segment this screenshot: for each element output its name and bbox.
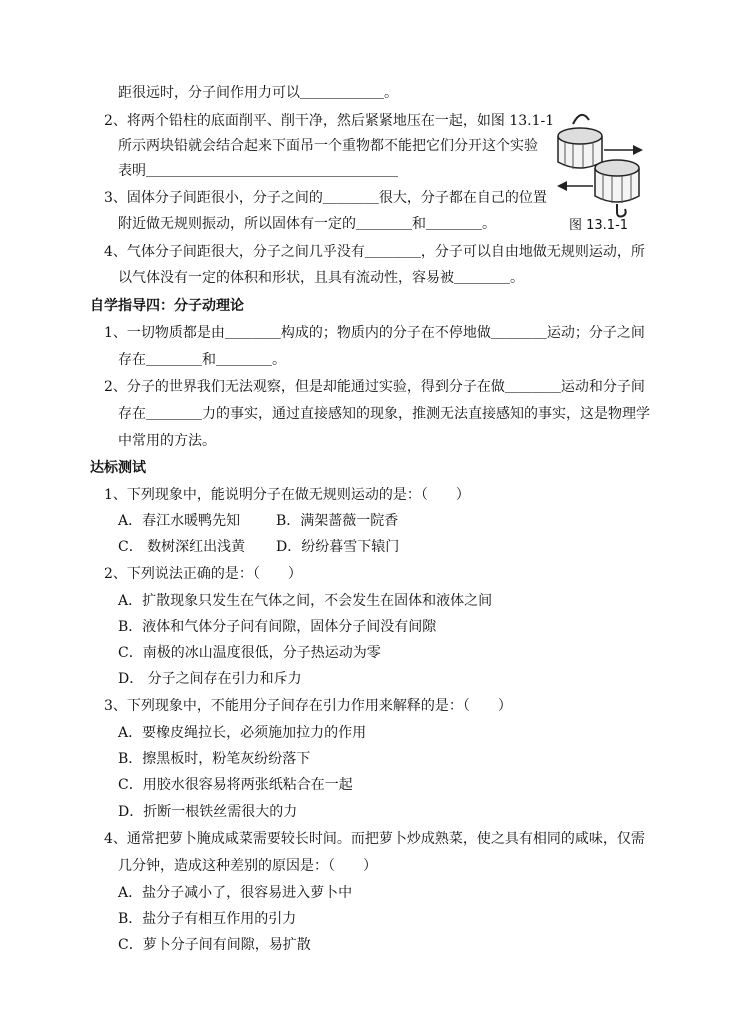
test-q3-option-d: D．折断一根铁丝需很大的力 (118, 804, 298, 820)
q3-line-2: 附近做无规则振动，所以固体有一定的＿＿＿＿和＿＿＿＿。 (118, 216, 496, 232)
test-q1-option-d: D．纷纷暮雪下辕门 (276, 539, 400, 555)
test-q4-stem-line-1: 4、通常把萝卜腌成咸菜需要较长时间。而把萝卜炒成熟菜，使之具有相同的咸味，仅需 (104, 831, 645, 847)
guide4-q1-line-2: 存在＿＿＿＿和＿＿＿＿。 (118, 352, 286, 368)
guide4-q2-line-3: 中常用的方法。 (118, 433, 216, 449)
section-heading-test: 达标测试 (90, 460, 146, 476)
guide4-q2-line-2: 存在＿＿＿＿力的事实，通过直接感知的现象，推测无法直接感知的事实，这是物理学 (118, 406, 650, 422)
guide4-q2-line-1: 2、分子的世界我们无法观察，但是却能通过实验，得到分子在做＿＿＿＿运动和分子间 (104, 379, 645, 395)
test-q3-option-b: B．擦黑板时，粉笔灰纷纷落下 (118, 751, 311, 767)
test-q4-stem-line-2: 几分钟，造成这种差别的原因是：（ ） (118, 858, 377, 874)
test-q2-option-a: A．扩散现象只发生在气体之间，不会发生在固体和液体之间 (118, 593, 493, 609)
test-q2-option-b: B．液体和气体分子问有间隙，固体分子间没有间隙 (118, 619, 437, 635)
test-q1-option-a: A．春江水暖鸭先知 (118, 513, 241, 529)
test-q3-stem: 3、下列现象中，不能用分子间存在引力作用来解释的是：（ ） (104, 698, 512, 714)
test-q2-option-c: C．南极的冰山温度很低，分子热运动为零 (118, 645, 381, 661)
q4-line-2: 以气体没有一定的体积和形状，且具有流动性，容易被＿＿＿＿。 (118, 270, 524, 286)
test-q4-option-c: C．萝卜分子间有间隙，易扩散 (118, 937, 311, 953)
test-q1-option-b: B．满架蔷薇一院香 (276, 513, 399, 529)
q2-line-3: 表明＿＿＿＿＿＿＿＿＿＿＿＿＿＿＿＿＿＿ (118, 163, 398, 179)
test-q4-option-b: B．盐分子有相互作用的引力 (118, 911, 297, 927)
guide4-q1-line-1: 1、一切物质都是由＿＿＿＿构成的；物质内的分子在不停地做＿＿＿＿运动；分子之间 (104, 325, 645, 341)
q1-continuation-line: 距很远时，分子间作用力可以＿＿＿＿＿＿。 (118, 85, 398, 101)
q2-line-2: 所示两块铅就会结合起来下面吊一个重物都不能把它们分开这个实验 (118, 138, 538, 154)
figure-caption: 图 13.1-1 (569, 218, 629, 233)
q4-line-1: 4、气体分子间距很大，分子之间几乎没有＿＿＿＿，分子可以自由地做无规则运动，所 (104, 244, 645, 260)
q3-line-1: 3、固体分子间距很小，分子之间的＿＿＿＿很大，分子都在自己的位置 (104, 190, 547, 206)
test-q3-option-a: A．要橡皮绳拉长，必须施加拉力的作用 (118, 725, 367, 741)
test-q3-option-c: C．用胶水很容易将两张纸粘合在一起 (118, 777, 353, 793)
test-q1-stem: 1、下列现象中，能说明分子在做无规则运动的是：（ ） (104, 487, 470, 503)
test-q1-option-c: C． 数树深红出浅黄 (118, 539, 246, 555)
q2-line-1: 2、将两个铅柱的底面削平、削干净，然后紧紧地压在一起，如图 13.1-1 (104, 113, 555, 129)
test-q2-option-d: D． 分子之间存在引力和斥力 (118, 671, 302, 687)
test-q4-option-a: A．盐分子减小了，很容易进入萝卜中 (118, 885, 353, 901)
section-heading-guide-four: 自学指导四：分子动理论 (90, 298, 244, 314)
test-q2-stem: 2、下列说法正确的是：（ ） (104, 566, 302, 582)
